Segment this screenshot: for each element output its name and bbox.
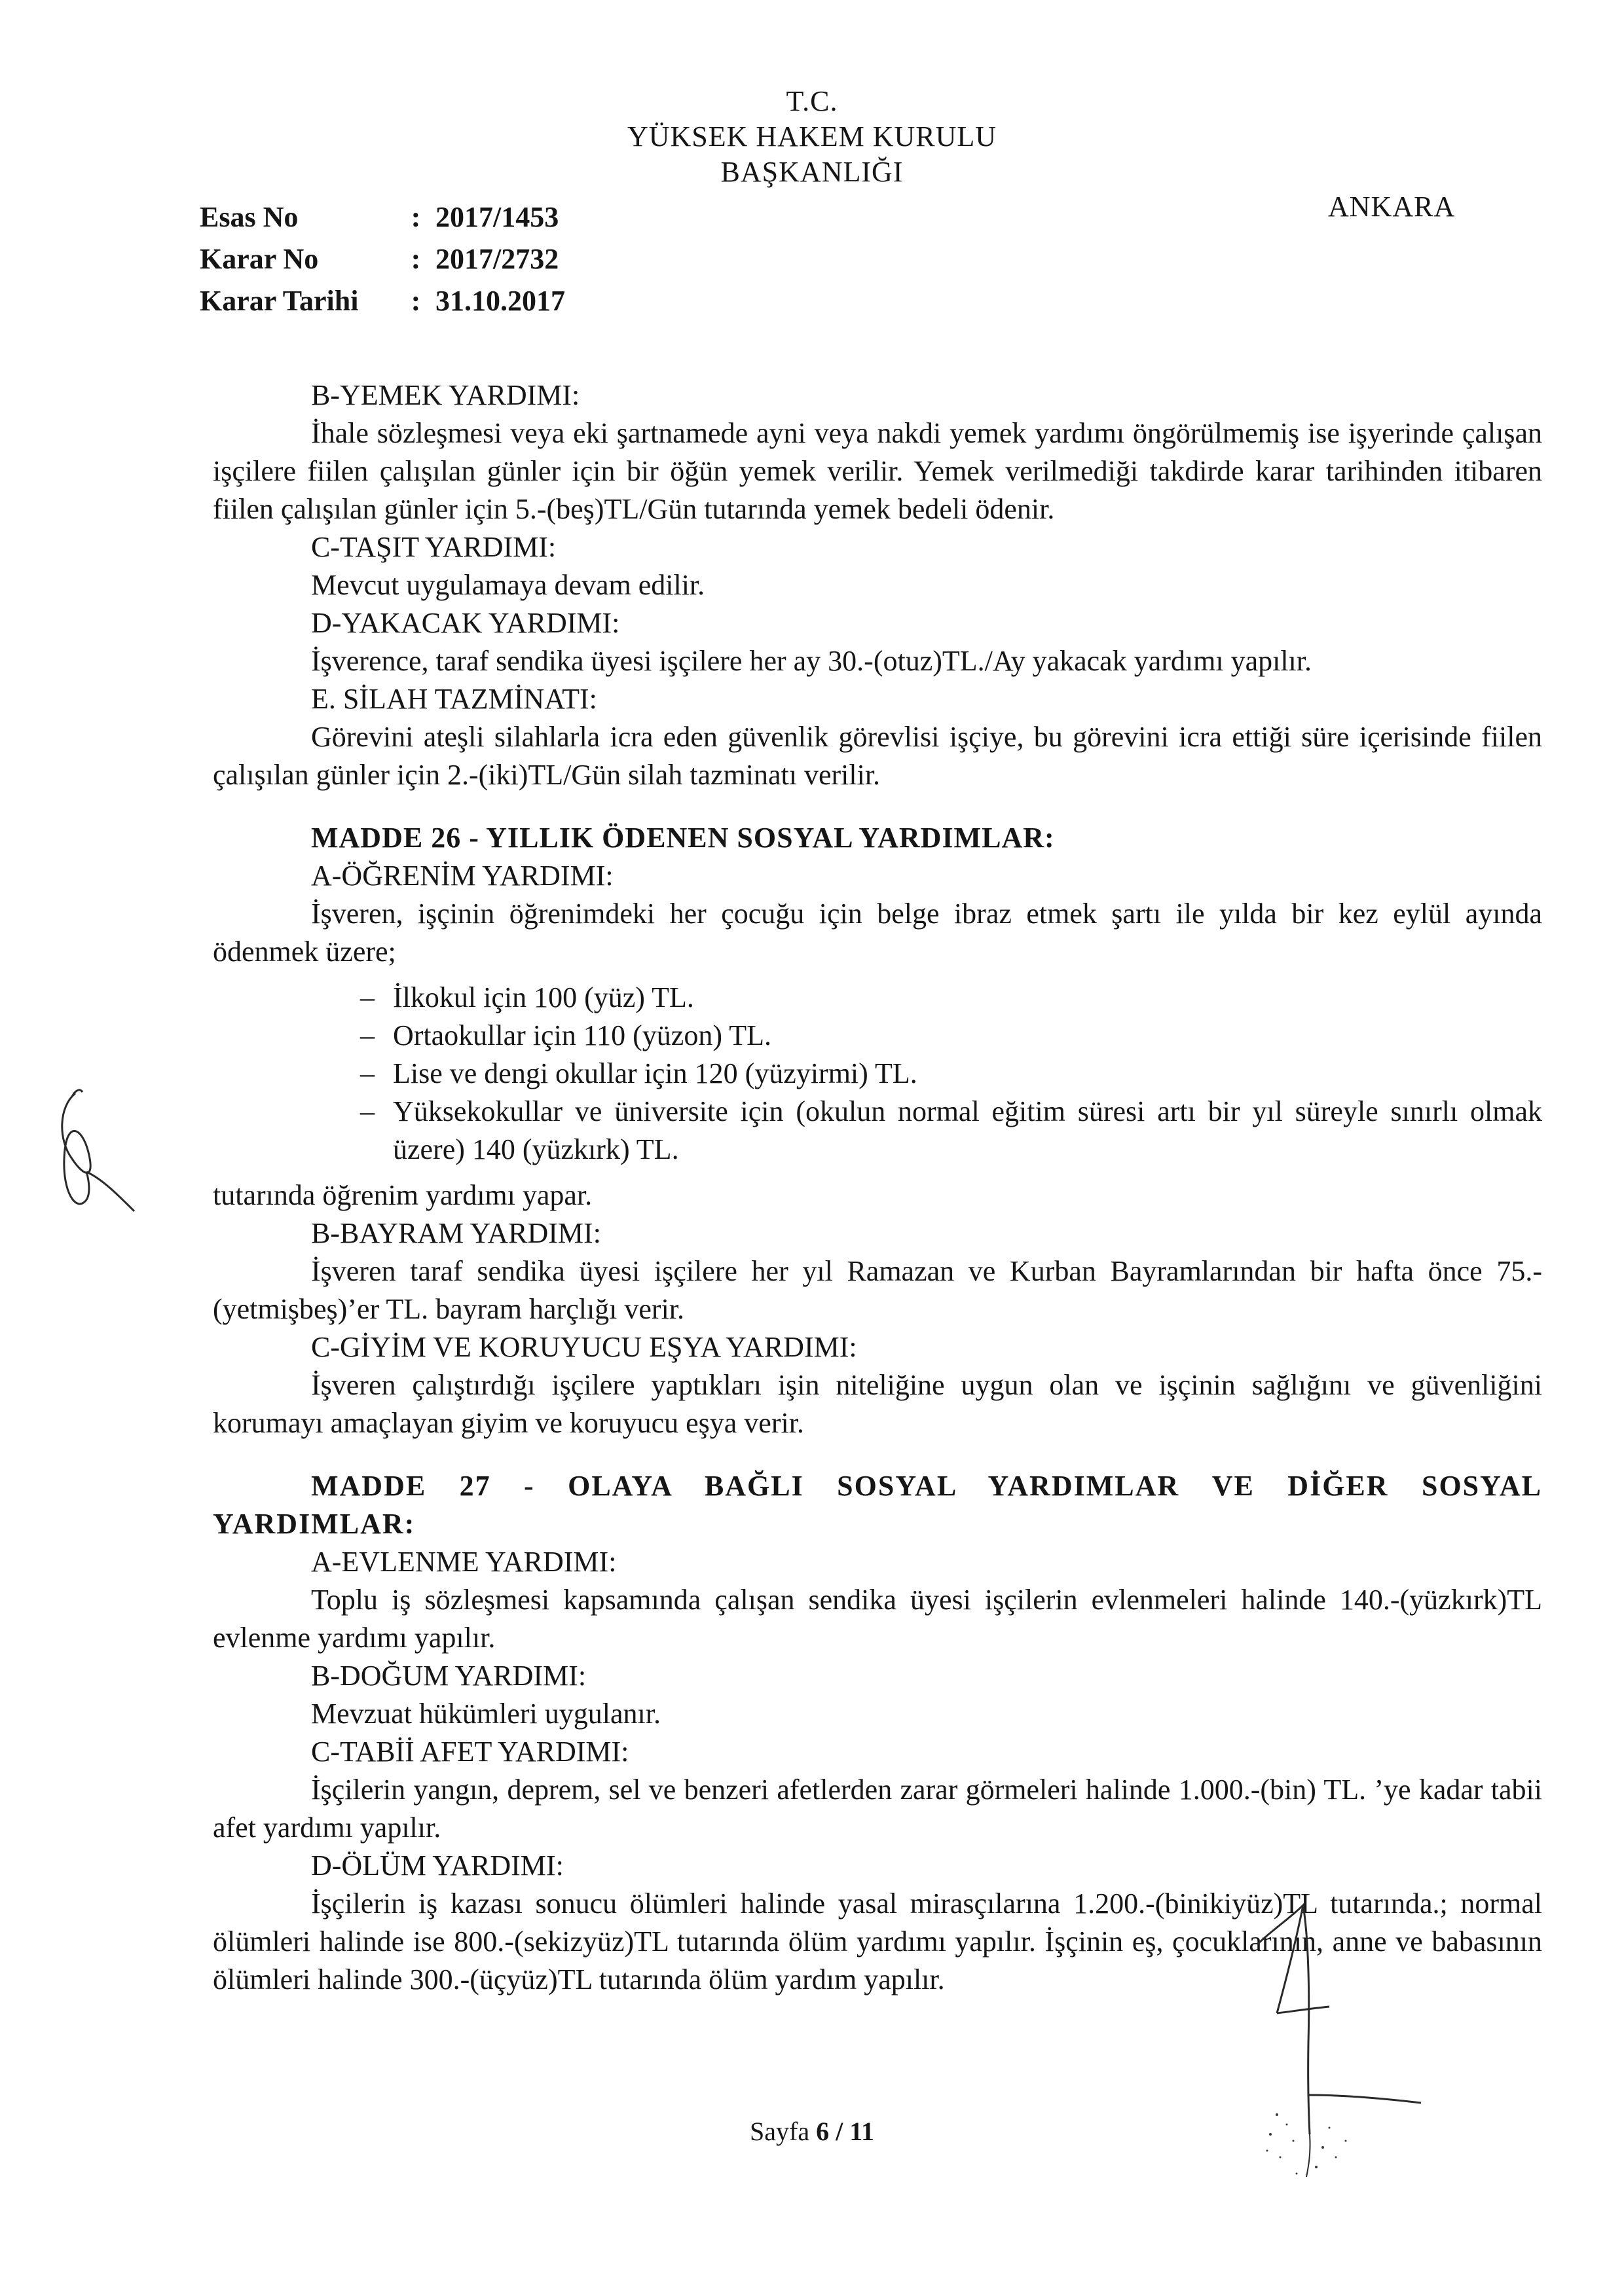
section-text: İhale sözleşmesi veya eki şartnamede ayni veya nakdi yemek yardımı öngörülmemiş ise işyerinde çalışan işçilere fiilen çalışılan günler için bir öğün yemek verilir. Yemek verilmediği takdirde karar tarihinden itibaren fiilen çalışılan günler için 5.-(beş)TL/Gün tutarında yemek bedeli ödenir. xyxy=(213,417,1542,525)
section-title: D-ÖLÜM YARDIMI: xyxy=(311,1850,564,1882)
karar-value: 2017/2732 xyxy=(435,243,559,275)
section-title: C-TAŞIT YARDIMI: xyxy=(311,531,557,563)
section-text: tutarında öğrenim yardımı yapar. xyxy=(213,1179,593,1211)
tarih-row xyxy=(200,280,565,322)
karar-separator: : xyxy=(411,243,421,275)
header-department: BAŞKANLIĞI xyxy=(720,156,904,188)
section-text: İşveren çalıştırdığı işçilere yaptıkları işin niteliğine uygun olan ve işçinin sağlığını ve güvenliğini korumayı amaçlayan giyim ve koruyucu eşya verir. xyxy=(213,1369,1542,1439)
karar-label: Karar No xyxy=(200,243,319,275)
section-text: İşveren, işçinin öğrenimdeki her çocuğu için belge ibraz etmek şartı ile yılda bir kez eylül ayında ödenmek üzere; xyxy=(213,898,1542,968)
list-item: – Yüksekokullar ve üniversite için (okulun normal eğitim süresi artı bir yıl süreyle sınırlı olmak üzere) 140 (yüzkırk) TL. xyxy=(360,1093,1542,1169)
tarih-separator: : xyxy=(411,285,421,317)
education-allowance-list xyxy=(213,979,1542,1169)
section-text: İşçilerin yangın, deprem, sel ve benzeri afetlerden zarar görmeleri halinde 1.000.-(bin) TL. ’ye kadar tabii afet yardımı yapılır. xyxy=(213,1774,1542,1844)
section-title: B-DOĞUM YARDIMI: xyxy=(311,1660,587,1692)
list-item: – Lise ve dengi okullar için 120 (yüzyirmi) TL. xyxy=(360,1055,1542,1093)
section-title: B-YEMEK YARDIMI: xyxy=(311,379,580,411)
header-institution: YÜKSEK HAKEM KURULU xyxy=(627,120,997,153)
section-text: İşçilerin iş kazası sonucu ölümleri halinde yasal mirasçılarına 1.200.-(binikiyüz)TL tutarında.; normal ölümleri halinde ise 800.-(sekizyüz)TL tutarında ölüm yardımı yapılır. İşçinin eş, çocuklarının, anne ve babasının ölümleri halinde 300.-(üçyüz)TL tutarında ölüm yardım yapılır. xyxy=(213,1887,1542,1995)
section-text: İşveren taraf sendika üyesi işçilere her yıl Ramazan ve Kurban Bayramlarından bir hafta önce 75.-(yetmişbeş)’er TL. bayram harçlığı verir. xyxy=(213,1255,1542,1325)
section-title: D-YAKACAK YARDIMI: xyxy=(311,607,620,639)
page-total: 11 xyxy=(849,2117,874,2146)
esas-label: Esas No xyxy=(200,201,299,233)
page-current: 6 xyxy=(816,2117,830,2146)
tarih-label: Karar Tarihi xyxy=(200,285,359,317)
section-text: Mevzuat hükümleri uygulanır. xyxy=(311,1698,661,1730)
page-label: Sayfa xyxy=(750,2117,810,2146)
list-item: – İlkokul için 100 (yüz) TL. xyxy=(360,979,1542,1017)
karar-row xyxy=(200,238,565,280)
case-metadata xyxy=(200,196,565,322)
section-text: İşverence, taraf sendika üyesi işçilere her ay 30.-(otuz)TL./Ay yakacak yardımı yapılır. xyxy=(311,645,1312,677)
document-body xyxy=(213,376,1542,1999)
section-title: C-GİYİM VE KORUYUCU EŞYA YARDIMI: xyxy=(311,1331,857,1363)
section-text: Görevini ateşli silahlarla icra eden güvenlik görevlisi işçiye, bu görevini icra ettiği süre içerisinde fiilen çalışılan günler için 2.-(iki)TL/Gün silah tazminatı verilir. xyxy=(213,721,1542,791)
section-title: A-ÖĞRENİM YARDIMI: xyxy=(311,860,614,892)
document-header xyxy=(0,84,1624,190)
header-tc: T.C. xyxy=(786,85,838,117)
article-heading: MADDE 26 - YILLIK ÖDENEN SOSYAL YARDIMLAR: xyxy=(311,822,1055,854)
esas-row xyxy=(200,196,565,238)
esas-separator: : xyxy=(411,201,421,233)
section-title: C-TABİİ AFET YARDIMI: xyxy=(311,1736,629,1768)
margin-initial-signature-icon xyxy=(39,1080,151,1231)
section-text: Toplu iş sözleşmesi kapsamında çalışan sendika üyesi işçilerin evlenmeleri halinde 140.-(yüzkırk)TL evlenme yardımı yapılır. xyxy=(213,1584,1542,1654)
section-title: E. SİLAH TAZMİNATI: xyxy=(311,683,597,715)
page-number xyxy=(0,2116,1624,2147)
header-city: ANKARA xyxy=(1328,191,1456,223)
section-title: A-EVLENME YARDIMI: xyxy=(311,1546,617,1578)
page-separator: / xyxy=(836,2117,843,2146)
tarih-value: 31.10.2017 xyxy=(435,285,565,317)
section-title: B-BAYRAM YARDIMI: xyxy=(311,1217,601,1249)
list-item: – Ortaokullar için 110 (yüzon) TL. xyxy=(360,1017,1542,1055)
section-text: Mevcut uygulamaya devam edilir. xyxy=(311,569,705,601)
article-heading: MADDE 27 - OLAYA BAĞLI SOSYAL YARDIMLAR VE DİĞER SOSYAL YARDIMLAR: xyxy=(213,1470,1542,1540)
esas-value: 2017/1453 xyxy=(435,201,559,233)
